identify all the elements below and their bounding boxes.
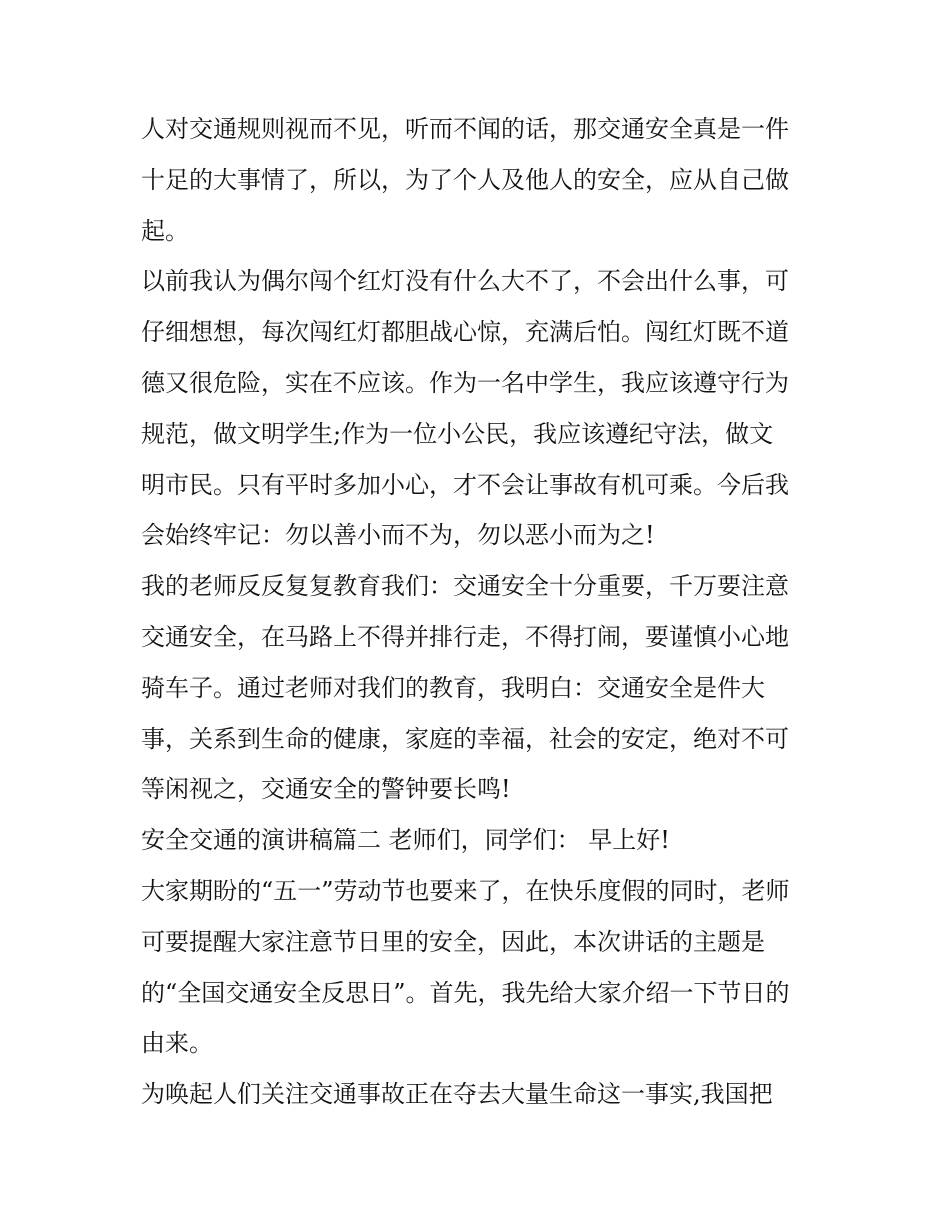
body-text (141, 104, 821, 1120)
text-line: 事，关系到生命的健康，家庭的幸福，社会的安定，绝对不可 (141, 724, 789, 753)
text-line: 大家期盼的“五一”劳动节也要来了，在快乐度假的同时，老师 (141, 876, 790, 905)
text-line: 以前我认为偶尔闯个红灯没有什么大不了，不会出什么事，可 (141, 267, 789, 296)
text-line: 等闲视之，交通安全的警钟要长鸣! (141, 775, 511, 804)
text-line: 明市民。只有平时多加小心，才不会让事故有机可乘。今后我 (141, 470, 789, 499)
text-line: 交通安全，在马路上不得并排行走，不得打闹，要谨慎小心地 (141, 622, 789, 651)
text-line: 人对交通规则视而不见，听而不闻的话，那交通安全真是一件 (141, 115, 789, 143)
text-line: 德又很危险，实在不应该。作为一名中学生，我应该遵守行为 (141, 368, 789, 397)
text-line: 的“全国交通安全反思日”。首先，我先给大家介绍一下节日的 (141, 978, 790, 1007)
text-line: 会始终牢记：勿以善小而不为，勿以恶小而为之! (141, 521, 655, 550)
text-line: 起。 (141, 216, 189, 245)
text-line: 由来。 (141, 1029, 213, 1058)
text-line: 我的老师反反复复教育我们：交通安全十分重要，千万要注意 (141, 572, 789, 601)
section-heading-line: 安全交通的演讲稿篇二 老师们，同学们： 早上好! (141, 826, 670, 855)
text-line: 可要提醒大家注意节日里的安全，因此，本次讲话的主题是 (141, 927, 765, 956)
text-line: 十足的大事情了，所以，为了个人及他人的安全，应从自己做 (141, 165, 789, 194)
text-line: 为唤起人们关注交通事故正在夺去大量生命这一事实,我国把 (141, 1080, 773, 1109)
text-line: 骑车子。通过老师对我们的教育，我明白：交通安全是件大 (141, 673, 765, 702)
text-line: 规范，做文明学生;作为一位小公民，我应该遵纪守法，做文 (141, 419, 774, 448)
text-line: 仔细想想，每次闯红灯都胆战心惊，充满后怕。闯红灯既不道 (141, 318, 789, 347)
